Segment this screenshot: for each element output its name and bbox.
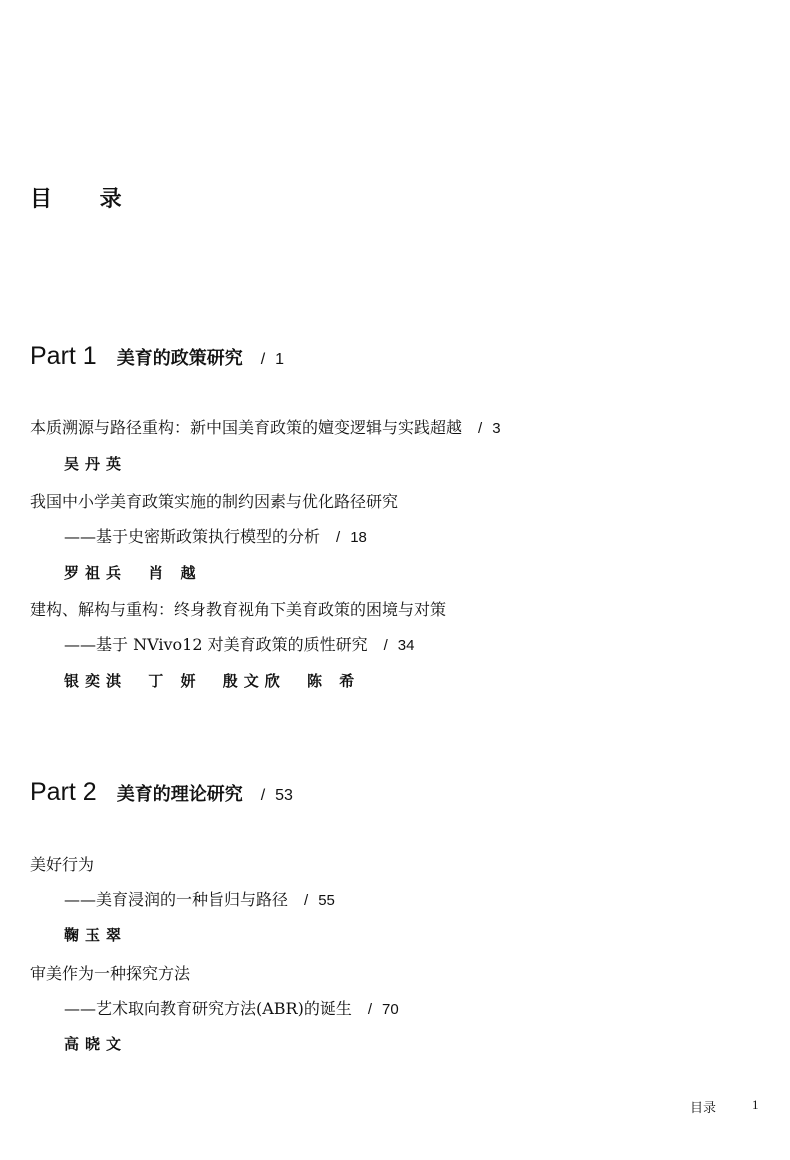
author: 鞠玉翠 xyxy=(64,926,128,944)
entry-subtitle xyxy=(64,996,399,1019)
page-number: 1 xyxy=(275,351,285,368)
entry-page-ref xyxy=(368,1001,399,1018)
footer-page-number: 1 xyxy=(752,1097,759,1112)
slash: / xyxy=(367,1001,373,1018)
author: 银奕淇 xyxy=(64,672,128,690)
slash: / xyxy=(304,892,309,909)
entry-title: 美好行为 xyxy=(30,855,95,874)
entry-page-ref xyxy=(336,529,367,546)
entry-subtitle xyxy=(64,524,367,547)
slash: / xyxy=(260,787,266,804)
page-number: 3 xyxy=(492,420,501,437)
entry-subtitle xyxy=(64,887,335,910)
entry-authors xyxy=(64,1033,137,1054)
part-page-ref xyxy=(261,351,284,369)
entry-subtitle-text: ——美育浸润的一种旨归与路径 xyxy=(64,890,289,909)
page-number: 55 xyxy=(318,892,335,909)
entry-title xyxy=(30,415,501,438)
entry-subtitle-text: ——艺术取向教育研究方法(ABR)的诞生 xyxy=(64,999,352,1018)
part-title: 美育的政策研究 xyxy=(116,348,243,369)
entry-title: 审美作为一种探究方法 xyxy=(30,964,191,983)
author: 罗祖兵 xyxy=(64,564,128,582)
part-1-heading xyxy=(30,342,284,371)
entry-authors xyxy=(64,453,137,474)
entry-title: 我国中小学美育政策实施的制约因素与优化路径研究 xyxy=(30,492,399,511)
part-2-heading xyxy=(30,778,293,807)
author: 丁 妍 xyxy=(148,672,202,690)
entry-page-ref xyxy=(384,637,415,654)
slash: / xyxy=(478,420,483,437)
entry-title: 建构、解构与重构：终身教育视角下美育政策的困境与对策 xyxy=(30,600,447,619)
part-label: Part 2 xyxy=(30,778,97,806)
entry-authors xyxy=(64,924,137,945)
entry-title-text: 本质溯源与路径重构：新中国美育政策的嬗变逻辑与实践超越 xyxy=(30,418,463,437)
entry-authors xyxy=(64,670,370,691)
page-number: 34 xyxy=(397,637,415,654)
slash: / xyxy=(336,529,341,546)
author: 陈 希 xyxy=(306,672,361,690)
toc-title: 目 录 xyxy=(30,187,142,212)
author: 高晓文 xyxy=(64,1035,128,1053)
page-number: 70 xyxy=(382,1001,399,1018)
entry-subtitle-text: ——基于史密斯政策执行模型的分析 xyxy=(64,527,321,546)
entry-subtitle xyxy=(64,632,414,655)
part-label: Part 1 xyxy=(30,342,97,370)
part-title: 美育的理论研究 xyxy=(116,784,243,805)
page-number: 18 xyxy=(350,529,367,546)
slash: / xyxy=(383,637,388,654)
author: 肖 越 xyxy=(148,564,202,582)
entry-page-ref xyxy=(304,892,335,909)
entry-page-ref xyxy=(478,420,501,437)
part-page-ref xyxy=(261,787,293,805)
author: 殷文欣 xyxy=(222,672,286,690)
slash: / xyxy=(260,351,266,368)
entry-authors xyxy=(64,562,211,583)
author: 吴丹英 xyxy=(64,455,128,473)
entry-subtitle-text: ——基于 NVivo12 对美育政策的质性研究 xyxy=(64,635,368,654)
footer-section-label: 目录 xyxy=(690,1101,717,1116)
page-number: 53 xyxy=(275,787,293,804)
